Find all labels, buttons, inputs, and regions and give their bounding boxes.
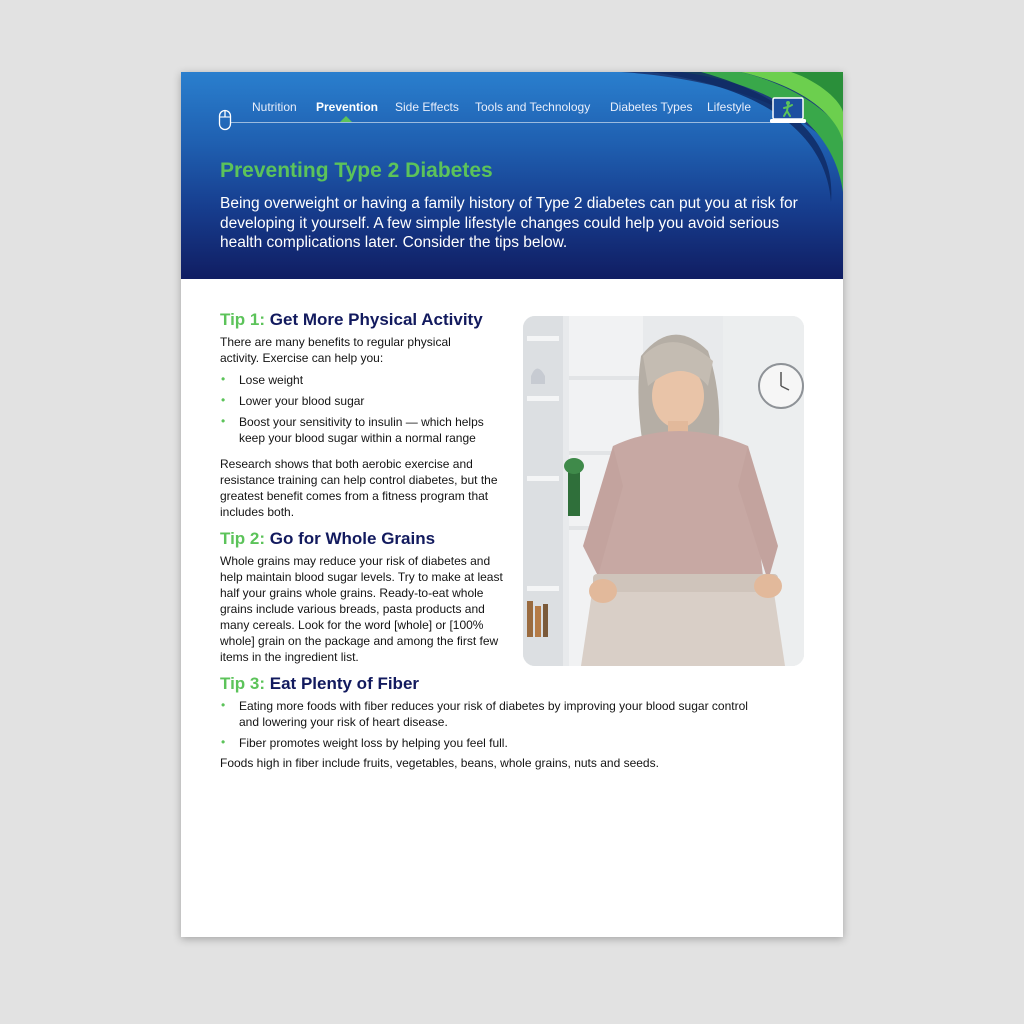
nav-item-prevention[interactable]: Prevention [316,100,379,114]
top-navigation [218,94,818,124]
tip2-body: Whole grains may reduce your risk of diabetes and help maintain blood sugar levels. Try to make at least half your grains whole grains. Ready-to-eat whole grains include various breads, pasta products and many cereals. Look for the word [whole] or [100% whole] grain on the package and among the first few items in the ingredient list. [220,554,503,664]
tip3-heading [220,674,810,694]
tip3-closing: Foods high in fiber include fruits, vegetables, beans, whole grains, nuts and seeds. [220,756,659,770]
tip2-heading [220,529,810,549]
list-item: • Boost your sensitivity to insulin — which helps keep your blood sugar within a normal range [221,414,484,445]
tip1-number: Tip 1: [220,310,266,329]
bullet-icon: • [221,698,226,712]
nav-underline [230,122,800,123]
page-title: Preventing Type 2 Diabetes [220,159,493,182]
header-banner [181,72,843,279]
nav-item-side-effects[interactable]: Side Effects [395,100,459,114]
bullet-icon: • [221,735,226,749]
tip3-number: Tip 3: [220,674,266,693]
intro-paragraph: Being overweight or having a family history of Type 2 diabetes can put you at risk for developing it yourself. A few simple lifestyle changes could help you avoid serious health complications later. Consider the tips below. [220,195,798,251]
tip3-bullet-list [220,698,750,751]
list-item: • Fiber promotes weight loss by helping you feel full. [221,735,508,750]
mouse-icon [218,109,232,131]
nav-item-lifestyle[interactable]: Lifestyle [707,100,752,114]
tip1-bullet-list [220,372,500,446]
tip1-closing: Research shows that both aerobic exercise and resistance training can help control diabetes, but the greatest benefit comes from a fitness program that includes both. [220,457,498,519]
bullet-icon: • [221,372,226,386]
tip1-intro: There are many benefits to regular physical activity. Exercise can help you: [220,335,451,365]
list-item: • Lower your blood sugar [221,393,365,408]
document-page [181,72,843,937]
tip2-number: Tip 2: [220,529,266,548]
nav-item-nutrition[interactable]: Nutrition [252,100,297,114]
nav-active-indicator [340,116,352,122]
tip1-title: Get More Physical Activity [269,310,483,329]
main-content [220,310,810,771]
nav-item-diabetes-types[interactable]: Diabetes Types [610,100,693,114]
tip2-title: Go for Whole Grains [269,529,436,548]
list-item: • Eating more foods with fiber reduces your risk of diabetes by improving your blood sugar control and lowering your risk of heart disease. [221,698,748,729]
laptop-icon [770,97,806,125]
tip3-title: Eat Plenty of Fiber [269,674,420,693]
bullet-icon: • [221,393,226,407]
bullet-icon: • [221,414,226,428]
list-item: • Lose weight [221,372,304,387]
tip1-heading [220,310,810,330]
nav-item-tools-and-technology[interactable]: Tools and Technology [475,100,591,114]
